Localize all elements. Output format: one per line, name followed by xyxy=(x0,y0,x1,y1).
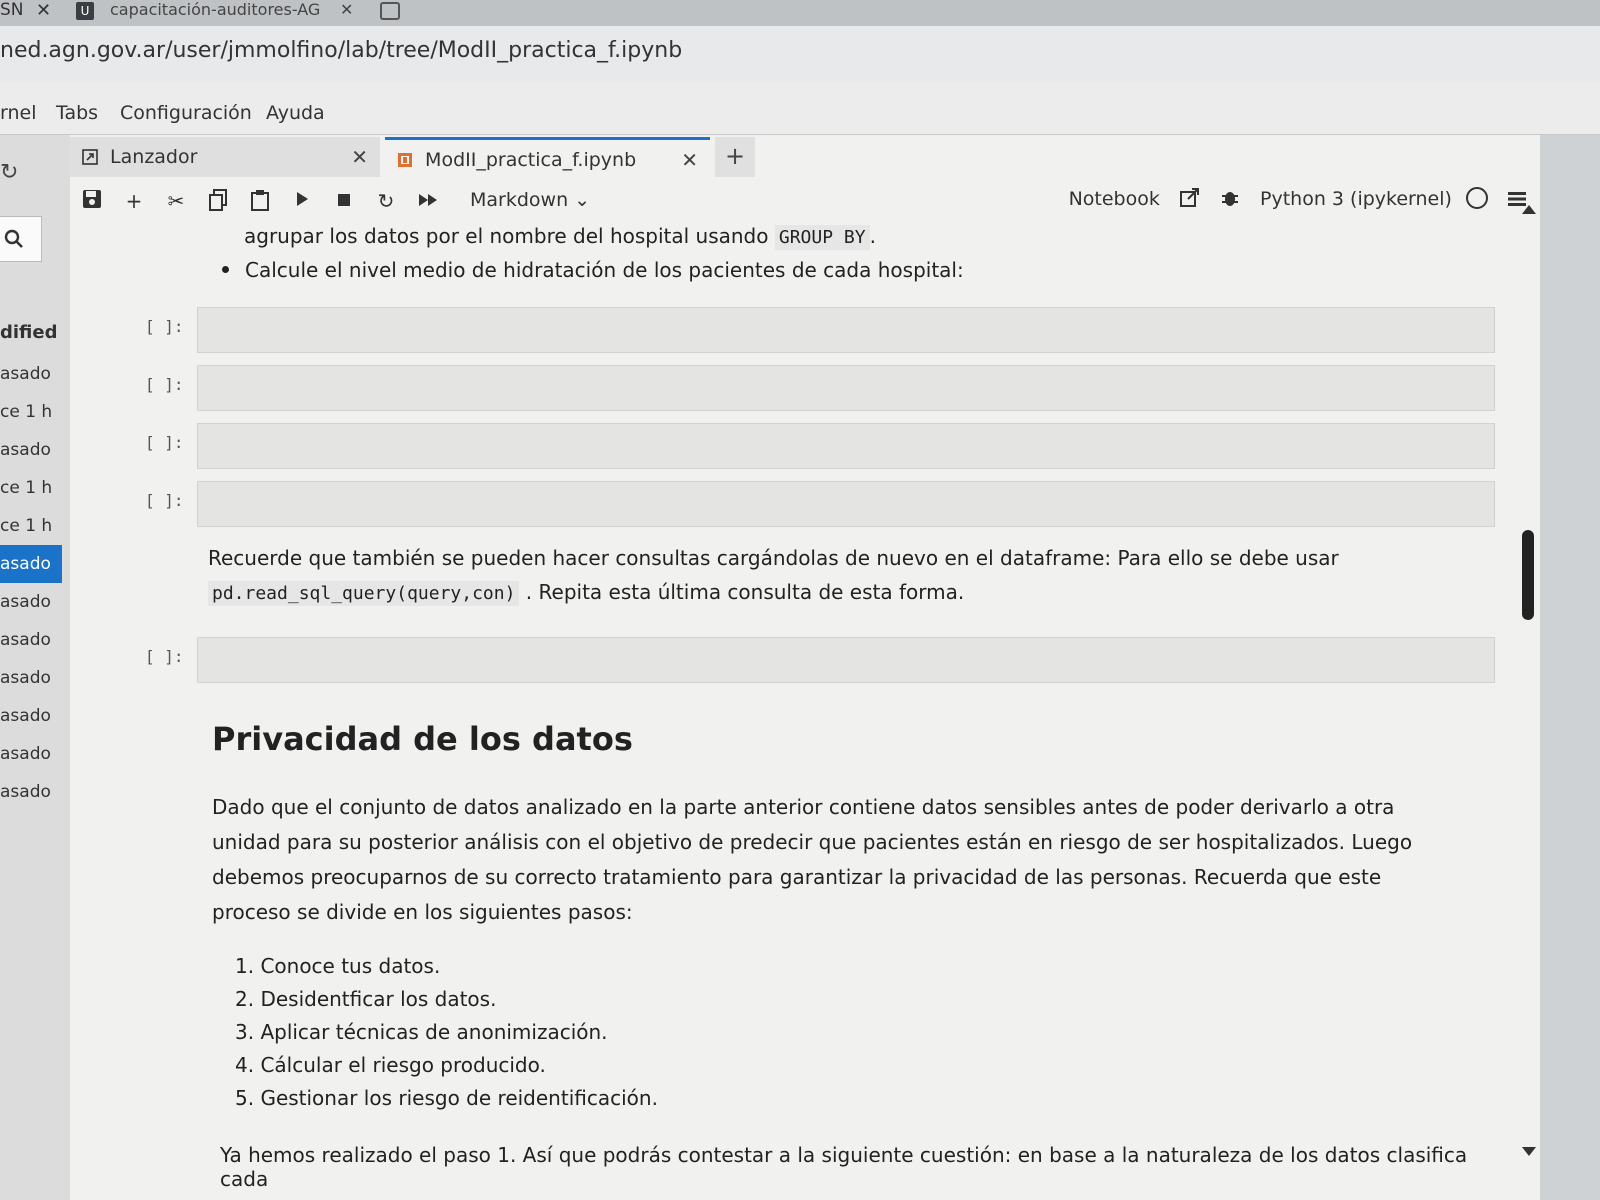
kernel-name[interactable]: Python 3 (ipykernel) xyxy=(1260,188,1452,210)
file-list-item[interactable]: ce 1 h xyxy=(0,516,53,536)
text-segment: . Repita esta última consulta de esta forma. xyxy=(525,580,965,604)
file-list-item[interactable]: asado xyxy=(0,364,51,384)
markdown-cell xyxy=(208,541,1458,611)
file-list-item[interactable]: ce 1 h xyxy=(0,478,53,498)
cut-icon[interactable]: ✂ xyxy=(167,189,185,213)
file-list-item[interactable]: asado xyxy=(0,545,62,583)
file-list-item[interactable]: asado xyxy=(0,668,51,688)
text-segment: Recuerde que también se pueden hacer consultas cargándolas de nuevo en el dataframe: Para ello se debe usar xyxy=(208,546,1339,570)
ordered-list xyxy=(235,950,658,1115)
kernel-idle-icon xyxy=(1466,187,1488,209)
code-cell[interactable] xyxy=(145,307,1495,351)
file-list-item[interactable]: asado xyxy=(0,706,51,726)
cell-prompt: [ ]: xyxy=(145,433,184,452)
tab-launcher[interactable] xyxy=(70,137,380,177)
fast-forward-icon[interactable] xyxy=(416,189,440,213)
debugger-bug-icon[interactable] xyxy=(1220,188,1246,210)
save-icon[interactable] xyxy=(80,189,104,213)
menu-tabs[interactable]: Tabs xyxy=(56,102,99,124)
browser-tab-strip xyxy=(0,0,1600,26)
browser-tab-partial[interactable]: SN xyxy=(0,0,24,20)
notebook-icon xyxy=(397,152,413,168)
file-list-item[interactable]: ce 1 h xyxy=(0,402,53,422)
file-list-item[interactable]: asado xyxy=(0,630,51,650)
column-header-modified[interactable]: dified xyxy=(0,322,58,343)
paragraph: Dado que el conjunto de datos analizado en la parte anterior contiene datos sensibles antes de poder derivarlo a otra unidad para su posterior análisis con el objetivo de predecir que pacientes están en riesgo de ser hospitalizados. Luego debemos preocuparnos de su correcto tratamiento para garantizar la privacidad de las personas. Recuerda que este proceso se divide en los siguientes pasos: xyxy=(212,795,1413,924)
copy-icon[interactable] xyxy=(206,189,230,213)
bullet-item xyxy=(222,253,964,287)
scroll-up-arrow-icon[interactable] xyxy=(1522,205,1536,214)
close-icon[interactable]: ✕ xyxy=(681,148,698,172)
restart-icon[interactable]: ↻ xyxy=(377,189,395,213)
kernel-status-area xyxy=(1055,187,1526,212)
address-bar[interactable] xyxy=(0,26,1600,82)
code-input[interactable] xyxy=(197,365,1495,411)
section-heading: Privacidad de los datos xyxy=(212,720,633,758)
list-item: 4. Cálcular el riesgo producido. xyxy=(235,1053,546,1077)
code-input[interactable] xyxy=(197,481,1495,527)
close-icon[interactable]: ✕ xyxy=(340,0,354,19)
cell-prompt: [ ]: xyxy=(145,317,184,336)
inline-code: GROUP BY xyxy=(775,225,870,250)
code-cell[interactable] xyxy=(145,365,1495,409)
file-list-item[interactable]: asado xyxy=(0,440,51,460)
favicon-icon: U xyxy=(76,2,94,20)
search-icon xyxy=(3,228,25,250)
code-cell[interactable] xyxy=(145,423,1495,467)
markdown-line xyxy=(244,225,876,255)
menu-help[interactable]: Ayuda xyxy=(266,102,325,124)
menu-settings[interactable]: Configuración xyxy=(120,102,252,124)
bullet-icon xyxy=(222,266,229,273)
scrollbar-thumb[interactable] xyxy=(1522,530,1534,620)
code-cell[interactable] xyxy=(145,637,1495,681)
chevron-down-icon: ⌄ xyxy=(574,189,591,211)
tab-label: Lanzador xyxy=(110,146,198,168)
code-input[interactable] xyxy=(197,307,1495,353)
stop-icon[interactable] xyxy=(332,189,356,213)
text-segment: . xyxy=(869,225,876,248)
notebook-content xyxy=(70,225,1510,1200)
paste-icon[interactable] xyxy=(248,189,272,213)
notebook-label[interactable]: Notebook xyxy=(1068,188,1160,210)
external-link-icon[interactable] xyxy=(1180,188,1206,210)
add-cell-icon[interactable]: + xyxy=(125,189,143,213)
close-icon[interactable]: ✕ xyxy=(36,0,52,21)
list-item: 1. Conoce tus datos. xyxy=(235,954,441,978)
cell-prompt: [ ]: xyxy=(145,375,184,394)
menu-bar xyxy=(0,82,1600,135)
cell-type-select[interactable] xyxy=(470,189,590,211)
add-tab-button[interactable]: + xyxy=(715,137,755,177)
code-input[interactable] xyxy=(197,637,1495,683)
list-item: 3. Aplicar técnicas de anonimización. xyxy=(235,1020,608,1044)
list-item: 5. Gestionar los riesgo de reidentificación. xyxy=(235,1086,658,1110)
scroll-down-arrow-icon[interactable] xyxy=(1522,1147,1536,1156)
cell-type-value: Markdown xyxy=(470,189,569,211)
url-text[interactable]: ned.agn.gov.ar/user/jmmolfino/lab/tree/ModII_practica_f.ipynb xyxy=(0,38,683,63)
file-list-item[interactable]: asado xyxy=(0,782,51,802)
notebook-panel xyxy=(70,135,1540,1200)
close-icon[interactable]: ✕ xyxy=(351,145,368,169)
refresh-icon[interactable]: ↻ xyxy=(0,160,19,185)
file-list-item[interactable]: asado xyxy=(0,744,51,764)
file-list-item[interactable]: asado xyxy=(0,592,51,612)
cell-prompt: [ ]: xyxy=(145,491,184,510)
search-input[interactable] xyxy=(0,216,42,262)
bullet-text: Calcule el nivel medio de hidratación de los pacientes de cada hospital: xyxy=(245,258,964,282)
text-segment: agrupar los datos por el nombre del hospital usando xyxy=(244,225,769,248)
code-input[interactable] xyxy=(197,423,1495,469)
list-item: 2. Desidentficar los datos. xyxy=(235,987,497,1011)
menu-kernel[interactable]: rnel xyxy=(0,102,37,124)
inline-code: pd.read_sql_query(query,con) xyxy=(208,581,519,606)
new-tab-icon[interactable] xyxy=(380,2,400,20)
tab-label: ModII_practica_f.ipynb xyxy=(425,149,637,171)
code-cell[interactable] xyxy=(145,481,1495,525)
tab-notebook[interactable] xyxy=(385,137,710,180)
browser-tab-title[interactable]: capacitación-auditores-AG xyxy=(110,0,321,19)
run-icon[interactable] xyxy=(290,189,314,213)
launcher-icon xyxy=(82,149,98,165)
cell-prompt: [ ]: xyxy=(145,647,184,666)
notebook-toolbar xyxy=(70,177,1540,225)
paragraph-partial: Ya hemos realizado el paso 1. Así que podrás contestar a la siguiente cuestión: en base a la naturaleza de los datos clasifica cada xyxy=(220,1143,1468,1191)
